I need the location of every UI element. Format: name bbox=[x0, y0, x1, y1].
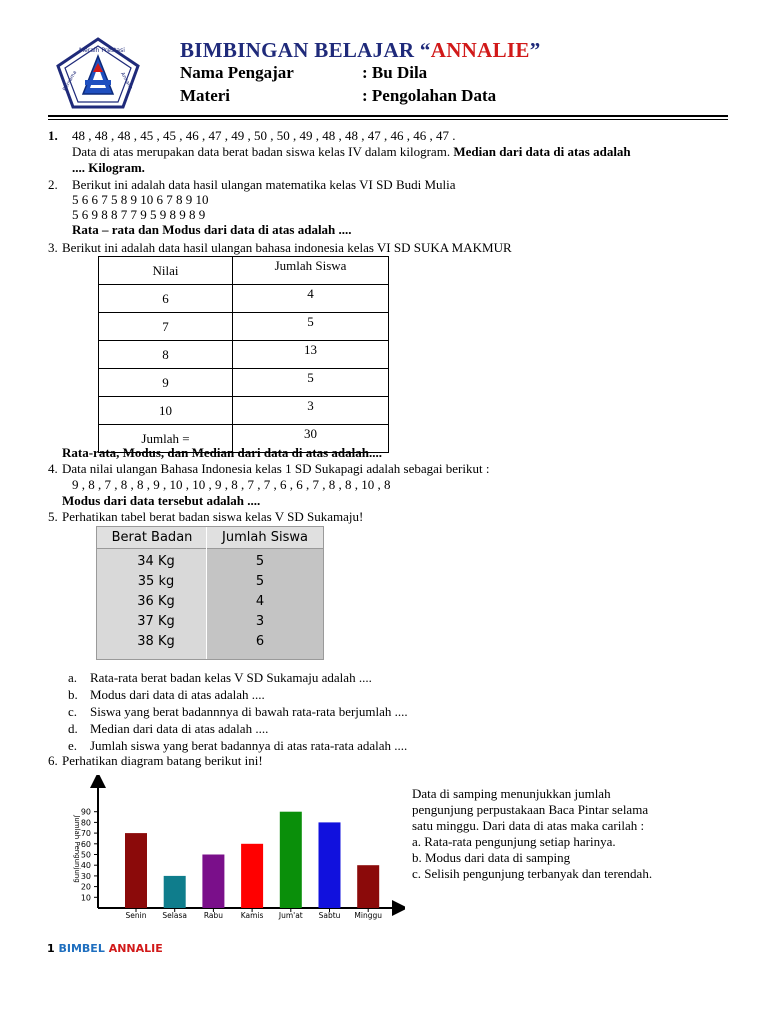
y-tick-label: 10 bbox=[80, 893, 91, 903]
q6-text: Perhatikan diagram batang berikut ini! bbox=[62, 753, 263, 768]
q5-sub-letter: d. bbox=[68, 721, 78, 736]
q5-table bbox=[96, 526, 324, 660]
y-tick-label: 20 bbox=[80, 882, 91, 892]
footer-bimbel: BIMBEL bbox=[58, 942, 105, 955]
y-tick-label: 90 bbox=[80, 807, 91, 817]
x-tick-label: Senin bbox=[125, 911, 147, 920]
q5-sub-letter: a. bbox=[68, 670, 78, 685]
table-cell: 6 bbox=[99, 285, 233, 313]
q5-sub-c: Siswa yang berat badannnya di bawah rata-rata berjumlah .... bbox=[90, 704, 408, 719]
table-cell: 5 bbox=[233, 369, 389, 397]
q4-data: 9 , 8 , 7 , 8 , 8 , 9 , 10 , 10 , 9 , 8 , 7 , 7 , 6 , 6 , 7 , 8 , 8 , 10 , 8 bbox=[72, 477, 391, 492]
table-cell: 10 bbox=[99, 397, 233, 425]
table-header-cell: Jumlah Siswa bbox=[222, 530, 308, 545]
subject-value: : Pengolahan Data bbox=[362, 86, 497, 105]
table-cell: 8 bbox=[99, 341, 233, 369]
table-header-cell: Berat Badan bbox=[111, 530, 193, 545]
table-header-cell: Nilai bbox=[99, 257, 233, 285]
q2-text: Berikut ini adalah data hasil ulangan matematika kelas VI SD Budi Mulia bbox=[72, 177, 456, 192]
table-cell: 5 bbox=[255, 554, 265, 569]
table-cell: 37 Kg bbox=[137, 614, 175, 629]
bar-chart bbox=[60, 775, 405, 925]
header-divider-thin bbox=[48, 119, 728, 120]
q5-sub-letter: c. bbox=[68, 704, 78, 719]
q3-text: Berikut ini adalah data hasil ulangan bahasa indonesia kelas VI SD SUKA MAKMUR bbox=[62, 240, 512, 255]
q4-text: Data nilai ulangan Bahasa Indonesia kelas 1 SD Sukapagi adalah sebagai berikut : bbox=[62, 461, 490, 476]
table-cell: 3 bbox=[255, 614, 265, 629]
x-tick-label: Selasa bbox=[162, 911, 187, 920]
logo-text-top: Meraih Prestasi bbox=[79, 47, 125, 54]
table-cell: Jumlah = bbox=[99, 425, 233, 453]
table-row bbox=[99, 313, 389, 341]
header-title-suffix: ” bbox=[529, 38, 541, 62]
q4-number: 4. bbox=[48, 461, 58, 476]
q6-desc-2: pengunjung perpustakaan Baca Pintar selama bbox=[412, 802, 649, 817]
table-header-row bbox=[99, 257, 389, 285]
bar-rabu bbox=[202, 855, 224, 909]
bar-sabtu bbox=[319, 822, 341, 908]
table-cell: 3 bbox=[233, 397, 389, 425]
q5-sub-letter: b. bbox=[68, 687, 78, 702]
table-row bbox=[99, 341, 389, 369]
table-cell: 6 bbox=[255, 634, 265, 649]
q2-question: Rata – rata dan Modus dari data di atas adalah .... bbox=[72, 222, 352, 237]
table-cell: 34 Kg bbox=[137, 554, 175, 569]
y-tick-label: 60 bbox=[80, 839, 91, 849]
q5-text: Perhatikan tabel berat badan siswa kelas V SD Sukamaju! bbox=[62, 509, 364, 524]
q1-description: Data di atas merupakan data berat badan siswa kelas IV dalam kilogram. bbox=[72, 144, 451, 159]
q2-data-row2: 5 6 9 8 8 7 7 9 5 9 8 9 8 9 bbox=[72, 207, 206, 222]
logo bbox=[55, 36, 141, 110]
y-tick-label: 70 bbox=[80, 829, 91, 839]
q1-text bbox=[72, 144, 631, 160]
header-title-prefix: BIMBINGAN BELAJAR “ bbox=[180, 38, 431, 62]
x-tick-label: Rabu bbox=[203, 911, 223, 920]
table-cell: 4 bbox=[233, 285, 389, 313]
logo-text-right: Annalie bbox=[119, 71, 134, 91]
table-row bbox=[99, 397, 389, 425]
header-brand: ANNALIE bbox=[430, 38, 530, 62]
q5-sub-e: Jumlah siswa yang berat badannya di atas rata-rata adalah .... bbox=[90, 738, 408, 753]
y-tick-label: 50 bbox=[80, 850, 91, 860]
table-cell: 13 bbox=[233, 341, 389, 369]
footer-annalie: ANNALIE bbox=[108, 942, 163, 955]
bar-kamis bbox=[241, 844, 263, 908]
q3-number: 3. bbox=[48, 240, 58, 255]
q3-question: Rata-rata, Modus, dan Median dari data di atas adalah.... bbox=[62, 445, 382, 460]
q4-question: Modus dari data tersebut adalah .... bbox=[62, 493, 261, 508]
table-cell: 30 bbox=[233, 425, 389, 453]
header-title bbox=[180, 38, 541, 62]
bar-minggu bbox=[357, 865, 379, 908]
q6-desc-1: Data di samping menunjukkan jumlah bbox=[412, 786, 611, 801]
table-cell: 38 Kg bbox=[137, 634, 175, 649]
table-row bbox=[99, 369, 389, 397]
q6-desc-6: c. Selisih pengunjung terbanyak dan terendah. bbox=[412, 866, 653, 881]
table-header-cell: Jumlah Siswa bbox=[233, 257, 389, 285]
table-cell: 35 kg bbox=[137, 574, 175, 589]
bar-jumat bbox=[280, 812, 302, 908]
footer bbox=[47, 941, 163, 957]
q5-sub-a: Rata-rata berat badan kelas V SD Sukamaju adalah .... bbox=[90, 670, 372, 685]
q1-question-end: .... Kilogram. bbox=[72, 160, 145, 175]
table-cell: 9 bbox=[99, 369, 233, 397]
x-tick-label: Kamis bbox=[240, 911, 264, 920]
logo-text-left: Bersama bbox=[61, 69, 79, 93]
table-row bbox=[99, 285, 389, 313]
x-tick-label: Jum'at bbox=[278, 911, 303, 920]
x-tick-label: Minggu bbox=[354, 911, 382, 920]
bar-selasa bbox=[164, 876, 186, 908]
table-cell: 4 bbox=[255, 594, 265, 609]
q1-question: Median dari data di atas adalah bbox=[453, 144, 631, 159]
table-cell: 5 bbox=[255, 574, 265, 589]
header-divider bbox=[48, 115, 728, 117]
q6-desc-3: satu minggu. Dari data di atas maka carilah : bbox=[412, 818, 645, 833]
q5-sub-d: Median dari data di atas adalah .... bbox=[90, 721, 269, 736]
q3-table bbox=[98, 256, 389, 453]
teacher-label: Nama Pengajar bbox=[180, 63, 294, 82]
q6-desc-4: a. Rata-rata pengunjung setiap harinya. bbox=[412, 834, 616, 849]
table-cell: 5 bbox=[233, 313, 389, 341]
x-tick-label: Sabtu bbox=[318, 911, 341, 920]
q1-number: 1. bbox=[48, 128, 58, 143]
y-tick-label: 80 bbox=[80, 818, 91, 828]
subject-label: Materi bbox=[180, 86, 231, 105]
q6-desc-5: b. Modus dari data di samping bbox=[412, 850, 571, 865]
y-tick-label: 40 bbox=[80, 861, 91, 871]
q2-number: 2. bbox=[48, 177, 58, 192]
teacher-value: : Bu Dila bbox=[362, 63, 428, 82]
q5-sub-b: Modus dari data di atas adalah .... bbox=[90, 687, 265, 702]
q2-data-row1: 5 6 6 7 5 8 9 10 6 7 8 9 10 bbox=[72, 192, 209, 207]
bar-senin bbox=[125, 833, 147, 908]
table-cell: 7 bbox=[99, 313, 233, 341]
q5-number: 5. bbox=[48, 509, 58, 524]
y-axis-label: Jumlah Pengunjung bbox=[73, 815, 81, 883]
table-cell: 36 Kg bbox=[137, 594, 175, 609]
q6-number: 6. bbox=[48, 753, 58, 768]
q1-data: 48 , 48 , 48 , 45 , 45 , 46 , 47 , 49 , 50 , 50 , 49 , 48 , 48 , 47 , 46 , 46 , 47 . bbox=[72, 128, 456, 143]
y-tick-label: 30 bbox=[80, 871, 91, 881]
footer-page-number: 1 bbox=[47, 942, 55, 955]
q5-sub-letter: e. bbox=[68, 738, 78, 753]
